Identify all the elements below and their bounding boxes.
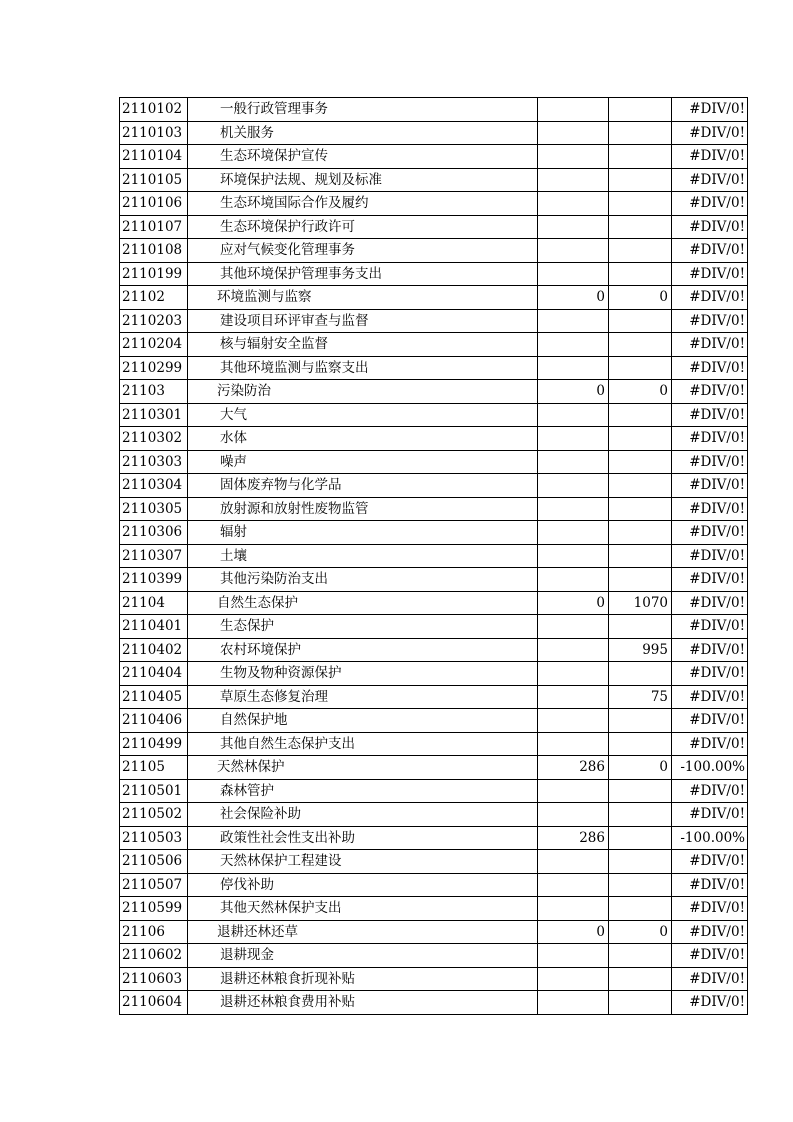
- cell-value-1: [538, 403, 609, 427]
- table-row: [120, 286, 748, 310]
- cell-percent: #DIV/0!: [672, 262, 748, 286]
- budget-table: [119, 97, 748, 1015]
- cell-percent: -100.00%: [672, 826, 748, 850]
- cell-percent: #DIV/0!: [672, 145, 748, 169]
- cell-name: 一般行政管理事务: [188, 98, 538, 122]
- cell-percent: #DIV/0!: [672, 403, 748, 427]
- cell-code: 2110203: [120, 309, 188, 333]
- cell-value-1: [538, 732, 609, 756]
- cell-code: 2110602: [120, 944, 188, 968]
- table-row: [120, 309, 748, 333]
- table-row: [120, 544, 748, 568]
- cell-code: 2110303: [120, 450, 188, 474]
- cell-code: 2110506: [120, 850, 188, 874]
- cell-name: 自然生态保护: [188, 591, 538, 615]
- cell-value-2: [609, 709, 672, 733]
- cell-value-1: 0: [538, 591, 609, 615]
- cell-name: 水体: [188, 427, 538, 451]
- cell-value-2: [609, 615, 672, 639]
- cell-value-2: [609, 427, 672, 451]
- cell-code: 2110405: [120, 685, 188, 709]
- cell-value-1: [538, 521, 609, 545]
- cell-value-2: 0: [609, 286, 672, 310]
- cell-value-1: [538, 427, 609, 451]
- cell-percent: #DIV/0!: [672, 380, 748, 404]
- cell-value-2: [609, 826, 672, 850]
- cell-name: 自然保护地: [188, 709, 538, 733]
- cell-value-2: [609, 145, 672, 169]
- cell-value-1: [538, 98, 609, 122]
- table-row: [120, 145, 748, 169]
- cell-percent: -100.00%: [672, 756, 748, 780]
- cell-code: 21103: [120, 380, 188, 404]
- cell-name: 社会保险补助: [188, 803, 538, 827]
- table-row: [120, 591, 748, 615]
- table-row: [120, 568, 748, 592]
- cell-value-1: [538, 662, 609, 686]
- table-row: [120, 168, 748, 192]
- cell-value-1: [538, 145, 609, 169]
- cell-value-2: [609, 497, 672, 521]
- cell-code: 2110302: [120, 427, 188, 451]
- cell-value-2: [609, 403, 672, 427]
- cell-name: 生物及物种资源保护: [188, 662, 538, 686]
- cell-code: 21106: [120, 920, 188, 944]
- cell-name: 环境监测与监察: [188, 286, 538, 310]
- cell-value-1: [538, 873, 609, 897]
- cell-value-1: [538, 850, 609, 874]
- table-row: [120, 850, 748, 874]
- cell-value-2: [609, 991, 672, 1015]
- table-row: [120, 873, 748, 897]
- table-row: [120, 897, 748, 921]
- cell-name: 天然林保护: [188, 756, 538, 780]
- table-row: [120, 920, 748, 944]
- cell-value-1: [538, 262, 609, 286]
- table-row: [120, 98, 748, 122]
- cell-value-2: 75: [609, 685, 672, 709]
- cell-code: 2110404: [120, 662, 188, 686]
- cell-value-2: [609, 779, 672, 803]
- cell-code: 2110401: [120, 615, 188, 639]
- cell-percent: #DIV/0!: [672, 779, 748, 803]
- table-row: [120, 403, 748, 427]
- cell-value-2: [609, 803, 672, 827]
- cell-name: 固体废弃物与化学品: [188, 474, 538, 498]
- cell-code: 2110502: [120, 803, 188, 827]
- cell-percent: #DIV/0!: [672, 286, 748, 310]
- table-row: [120, 709, 748, 733]
- cell-value-1: [538, 333, 609, 357]
- table-row: [120, 803, 748, 827]
- cell-percent: #DIV/0!: [672, 991, 748, 1015]
- cell-value-2: [609, 732, 672, 756]
- cell-name: 土壤: [188, 544, 538, 568]
- table-row: [120, 121, 748, 145]
- table-row: [120, 497, 748, 521]
- cell-name: 大气: [188, 403, 538, 427]
- cell-value-1: [538, 803, 609, 827]
- cell-name: 森林管护: [188, 779, 538, 803]
- cell-value-1: [538, 944, 609, 968]
- cell-percent: #DIV/0!: [672, 309, 748, 333]
- cell-code: 2110107: [120, 215, 188, 239]
- table-row: [120, 756, 748, 780]
- cell-value-1: [538, 709, 609, 733]
- cell-code: 2110102: [120, 98, 188, 122]
- table-row: [120, 991, 748, 1015]
- cell-name: 其他自然生态保护支出: [188, 732, 538, 756]
- cell-value-1: [538, 615, 609, 639]
- cell-percent: #DIV/0!: [672, 850, 748, 874]
- cell-name: 退耕还林粮食费用补贴: [188, 991, 538, 1015]
- cell-name: 生态环境保护宣传: [188, 145, 538, 169]
- table-row: [120, 380, 748, 404]
- cell-value-2: [609, 662, 672, 686]
- cell-code: 21104: [120, 591, 188, 615]
- table-row: [120, 215, 748, 239]
- cell-percent: #DIV/0!: [672, 121, 748, 145]
- cell-name: 退耕还林还草: [188, 920, 538, 944]
- cell-value-2: [609, 450, 672, 474]
- cell-percent: #DIV/0!: [672, 709, 748, 733]
- cell-name: 政策性社会性支出补助: [188, 826, 538, 850]
- cell-percent: #DIV/0!: [672, 662, 748, 686]
- cell-value-2: 1070: [609, 591, 672, 615]
- table-row: [120, 262, 748, 286]
- table-row: [120, 474, 748, 498]
- cell-name: 建设项目环评审查与监督: [188, 309, 538, 333]
- cell-name: 其他天然林保护支出: [188, 897, 538, 921]
- cell-value-1: 286: [538, 756, 609, 780]
- cell-percent: #DIV/0!: [672, 333, 748, 357]
- cell-percent: #DIV/0!: [672, 521, 748, 545]
- cell-code: 2110503: [120, 826, 188, 850]
- cell-value-2: [609, 121, 672, 145]
- cell-value-1: [538, 309, 609, 333]
- cell-name: 机关服务: [188, 121, 538, 145]
- cell-value-2: [609, 568, 672, 592]
- cell-percent: #DIV/0!: [672, 685, 748, 709]
- cell-percent: #DIV/0!: [672, 615, 748, 639]
- table-row: [120, 615, 748, 639]
- cell-value-2: 0: [609, 920, 672, 944]
- table-row: [120, 662, 748, 686]
- cell-value-2: [609, 262, 672, 286]
- cell-value-2: [609, 873, 672, 897]
- table-row: [120, 638, 748, 662]
- cell-code: 2110402: [120, 638, 188, 662]
- table-row: [120, 521, 748, 545]
- cell-value-1: [538, 638, 609, 662]
- table-row: [120, 356, 748, 380]
- cell-percent: #DIV/0!: [672, 944, 748, 968]
- cell-percent: #DIV/0!: [672, 450, 748, 474]
- cell-code: 2110108: [120, 239, 188, 263]
- cell-code: 21102: [120, 286, 188, 310]
- cell-value-2: [609, 356, 672, 380]
- cell-name: 放射源和放射性废物监管: [188, 497, 538, 521]
- cell-value-2: [609, 944, 672, 968]
- cell-percent: #DIV/0!: [672, 967, 748, 991]
- cell-percent: #DIV/0!: [672, 215, 748, 239]
- cell-value-2: [609, 521, 672, 545]
- cell-code: 2110306: [120, 521, 188, 545]
- cell-name: 退耕还林粮食折现补贴: [188, 967, 538, 991]
- cell-name: 生态保护: [188, 615, 538, 639]
- cell-value-2: [609, 544, 672, 568]
- cell-percent: #DIV/0!: [672, 168, 748, 192]
- cell-percent: #DIV/0!: [672, 544, 748, 568]
- table-row: [120, 450, 748, 474]
- cell-name: 天然林保护工程建设: [188, 850, 538, 874]
- cell-code: 2110305: [120, 497, 188, 521]
- cell-value-2: [609, 309, 672, 333]
- table-row: [120, 944, 748, 968]
- cell-value-1: [538, 215, 609, 239]
- cell-value-1: [538, 450, 609, 474]
- cell-percent: #DIV/0!: [672, 591, 748, 615]
- cell-name: 生态环境国际合作及履约: [188, 192, 538, 216]
- cell-name: 环境保护法规、规划及标准: [188, 168, 538, 192]
- cell-code: 2110106: [120, 192, 188, 216]
- cell-code: 2110204: [120, 333, 188, 357]
- cell-code: 21105: [120, 756, 188, 780]
- cell-value-1: [538, 239, 609, 263]
- cell-name: 核与辐射安全监督: [188, 333, 538, 357]
- budget-table-body: [120, 98, 748, 1015]
- cell-value-1: [538, 192, 609, 216]
- cell-percent: #DIV/0!: [672, 897, 748, 921]
- cell-name: 污染防治: [188, 380, 538, 404]
- cell-percent: #DIV/0!: [672, 98, 748, 122]
- cell-value-1: [538, 967, 609, 991]
- cell-percent: #DIV/0!: [672, 732, 748, 756]
- cell-percent: #DIV/0!: [672, 638, 748, 662]
- cell-value-2: [609, 850, 672, 874]
- cell-value-1: 286: [538, 826, 609, 850]
- cell-name: 其他环境监测与监察支出: [188, 356, 538, 380]
- cell-name: 草原生态修复治理: [188, 685, 538, 709]
- table-row: [120, 333, 748, 357]
- cell-code: 2110299: [120, 356, 188, 380]
- cell-code: 2110104: [120, 145, 188, 169]
- cell-name: 噪声: [188, 450, 538, 474]
- cell-code: 2110406: [120, 709, 188, 733]
- table-row: [120, 732, 748, 756]
- table-row: [120, 685, 748, 709]
- cell-percent: #DIV/0!: [672, 873, 748, 897]
- cell-code: 2110499: [120, 732, 188, 756]
- cell-code: 2110199: [120, 262, 188, 286]
- cell-code: 2110603: [120, 967, 188, 991]
- table-row: [120, 239, 748, 263]
- cell-value-1: [538, 474, 609, 498]
- cell-name: 生态环境保护行政许可: [188, 215, 538, 239]
- cell-value-2: 995: [609, 638, 672, 662]
- cell-value-2: [609, 168, 672, 192]
- table-row: [120, 779, 748, 803]
- cell-value-1: 0: [538, 920, 609, 944]
- cell-percent: #DIV/0!: [672, 474, 748, 498]
- cell-percent: #DIV/0!: [672, 192, 748, 216]
- cell-code: 2110301: [120, 403, 188, 427]
- cell-value-2: 0: [609, 380, 672, 404]
- cell-value-1: [538, 897, 609, 921]
- cell-code: 2110304: [120, 474, 188, 498]
- cell-value-1: [538, 497, 609, 521]
- cell-percent: #DIV/0!: [672, 427, 748, 451]
- cell-value-1: 0: [538, 380, 609, 404]
- table-row: [120, 967, 748, 991]
- cell-value-2: 0: [609, 756, 672, 780]
- cell-value-1: [538, 544, 609, 568]
- cell-value-1: [538, 779, 609, 803]
- table-row: [120, 192, 748, 216]
- cell-code: 2110103: [120, 121, 188, 145]
- cell-name: 退耕现金: [188, 944, 538, 968]
- cell-value-2: [609, 215, 672, 239]
- cell-value-2: [609, 897, 672, 921]
- cell-value-1: [538, 685, 609, 709]
- cell-value-2: [609, 474, 672, 498]
- cell-code: 2110307: [120, 544, 188, 568]
- cell-code: 2110507: [120, 873, 188, 897]
- cell-value-2: [609, 333, 672, 357]
- cell-value-1: [538, 991, 609, 1015]
- cell-percent: #DIV/0!: [672, 568, 748, 592]
- cell-code: 2110599: [120, 897, 188, 921]
- table-row: [120, 427, 748, 451]
- cell-value-2: [609, 239, 672, 263]
- cell-name: 辐射: [188, 521, 538, 545]
- cell-percent: #DIV/0!: [672, 239, 748, 263]
- cell-value-1: 0: [538, 286, 609, 310]
- cell-value-2: [609, 967, 672, 991]
- cell-name: 农村环境保护: [188, 638, 538, 662]
- cell-value-2: [609, 192, 672, 216]
- cell-name: 其他污染防治支出: [188, 568, 538, 592]
- cell-code: 2110105: [120, 168, 188, 192]
- cell-code: 2110399: [120, 568, 188, 592]
- table-row: [120, 826, 748, 850]
- cell-name: 应对气候变化管理事务: [188, 239, 538, 263]
- cell-name: 停伐补助: [188, 873, 538, 897]
- cell-percent: #DIV/0!: [672, 356, 748, 380]
- cell-percent: #DIV/0!: [672, 497, 748, 521]
- cell-value-1: [538, 568, 609, 592]
- cell-value-1: [538, 121, 609, 145]
- cell-name: 其他环境保护管理事务支出: [188, 262, 538, 286]
- cell-value-1: [538, 356, 609, 380]
- cell-value-1: [538, 168, 609, 192]
- cell-value-2: [609, 98, 672, 122]
- cell-percent: #DIV/0!: [672, 803, 748, 827]
- cell-code: 2110604: [120, 991, 188, 1015]
- cell-code: 2110501: [120, 779, 188, 803]
- cell-percent: #DIV/0!: [672, 920, 748, 944]
